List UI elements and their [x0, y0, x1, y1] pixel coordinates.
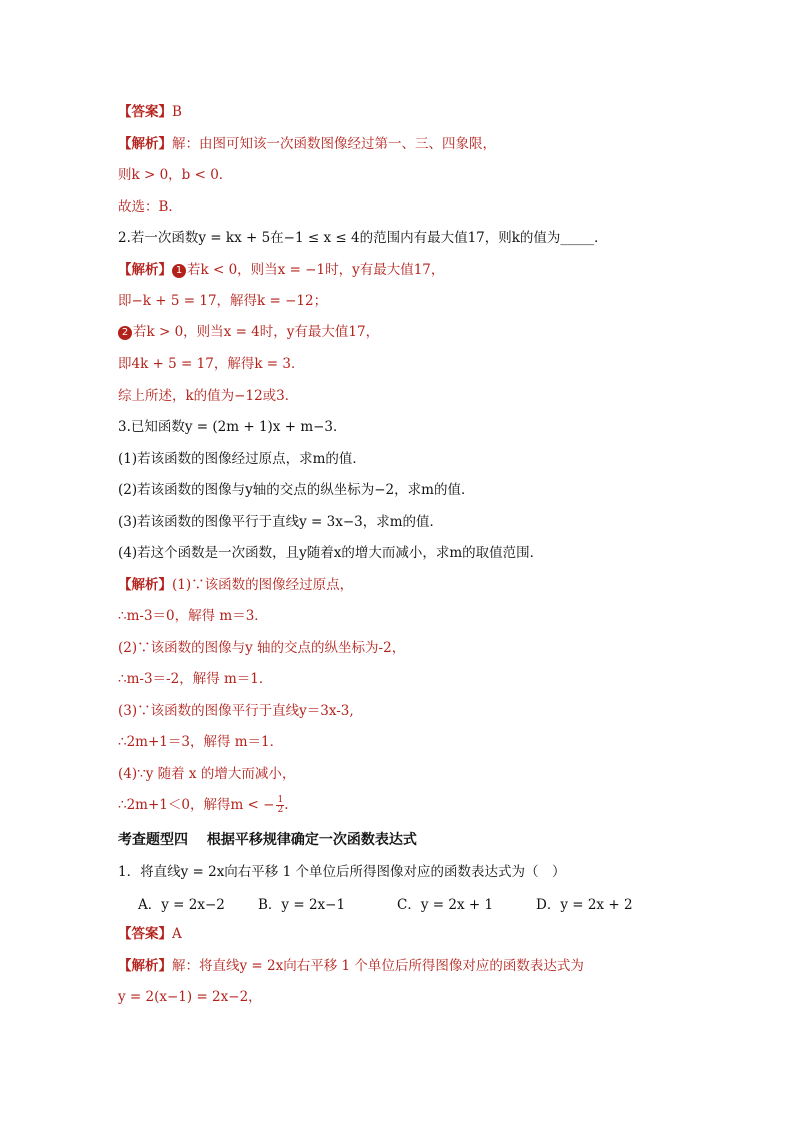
option-a: A．y = 2x−2: [138, 897, 225, 913]
section-4-q1-stem: 1．将直线y = 2x向右平移 1 个单位后所得图像对应的函数表达式为（ ）: [118, 864, 566, 880]
solution-end: .: [284, 797, 289, 813]
q3-part-3: (3)若该函数的图像平行于直线y = 3x−3，求m的值．: [118, 514, 444, 530]
answer-label: 【答案】: [118, 926, 172, 942]
answer-label: 【答案】: [118, 104, 172, 120]
analysis-label: 【解析】: [118, 136, 172, 152]
answer-value: A: [172, 926, 182, 942]
question-3-stem: 3.已知函数y = (2m + 1)x + m−3．: [118, 419, 347, 435]
analysis-text: 解：由图可知该一次函数图像经过第一、三、四象限，: [172, 136, 496, 152]
q3-solution-2b: ∴m-3＝-2，解得 m＝1．: [118, 671, 273, 687]
case-1-text: 若k < 0，则当x = −1时，y有最大值17，: [187, 262, 445, 278]
solution-text: (1)∵该函数的图像经过原点，: [172, 577, 354, 593]
q3-part-2: (2)若该函数的图像与y轴的交点的纵坐标为−2，求m的值．: [118, 482, 475, 498]
analysis-line-1: [118, 134, 496, 154]
section-4-title: 考查题型四 根据平移规律确定一次函数表达式: [118, 832, 417, 848]
q2-case2-line-1: [118, 322, 379, 342]
analysis-label: 【解析】: [118, 577, 172, 593]
q3-solution-4a: (4)∵y 随着 x 的增大而减小，: [118, 766, 296, 782]
section-4-analysis-line-1: [118, 956, 584, 976]
q2-conclusion: 综上所述，k的值为−12或3．: [118, 388, 299, 404]
analysis-label: 【解析】: [118, 262, 172, 278]
option-c: C．y = 2x + 1: [397, 897, 494, 913]
section-4-analysis-line-2: y = 2(x−1) = 2x−2，: [118, 989, 262, 1005]
fraction-denominator: 2: [277, 805, 284, 815]
solution-text: ∴2m+1＜0，解得m < −: [118, 797, 275, 813]
q3-solution-1b: ∴m-3＝0，解得 m＝3．: [118, 608, 268, 624]
case-2-marker: 2: [118, 326, 132, 340]
q3-solution-2a: (2)∵该函数的图像与y 轴的交点的纵坐标为-2，: [118, 640, 406, 656]
q2-case2-line-2: 即4k + 5 = 17，解得k = 3．: [118, 356, 305, 372]
section-4-answer: [118, 924, 182, 944]
q3-solution-4b: [118, 795, 289, 815]
q3-part-4: (4)若这个函数是一次函数，且y随着x的增大而减小，求m的取值范围．: [118, 545, 544, 561]
analysis-line-2: 则k > 0，b < 0．: [118, 167, 233, 183]
q2-case1-line-2: 即−k + 5 = 17，解得k = −12；: [118, 293, 328, 309]
case-2-text: 若k > 0，则当x = 4时，y有最大值17，: [133, 324, 380, 340]
q3-part-1: (1)若该函数的图像经过原点，求m的值．: [118, 451, 366, 467]
analysis-text: 解：将直线y = 2x向右平移 1 个单位后所得图像对应的函数表达式为: [172, 958, 584, 974]
option-d: D．y = 2x + 2: [536, 897, 633, 913]
answer-line-1: [118, 102, 182, 122]
case-1-marker: 1: [172, 264, 186, 278]
option-b: B．y = 2x−1: [258, 897, 346, 913]
q2-analysis-line-1: [118, 260, 444, 280]
analysis-label: 【解析】: [118, 958, 172, 974]
q3-solution-3a: (3)∵该函数的图像平行于直线y＝3x-3,: [118, 703, 354, 719]
q3-solution-1a: [118, 575, 353, 595]
answer-value: B: [172, 104, 182, 120]
question-2-stem: 2.若一次函数y = kx + 5在−1 ≤ x ≤ 4的范围内有最大值17，则k的值为_____．: [118, 230, 608, 246]
fraction-numerator: 1: [277, 795, 284, 805]
q3-solution-3b: ∴2m+1＝3，解得 m＝1．: [118, 734, 284, 750]
analysis-line-3: 故选：B．: [118, 199, 182, 215]
